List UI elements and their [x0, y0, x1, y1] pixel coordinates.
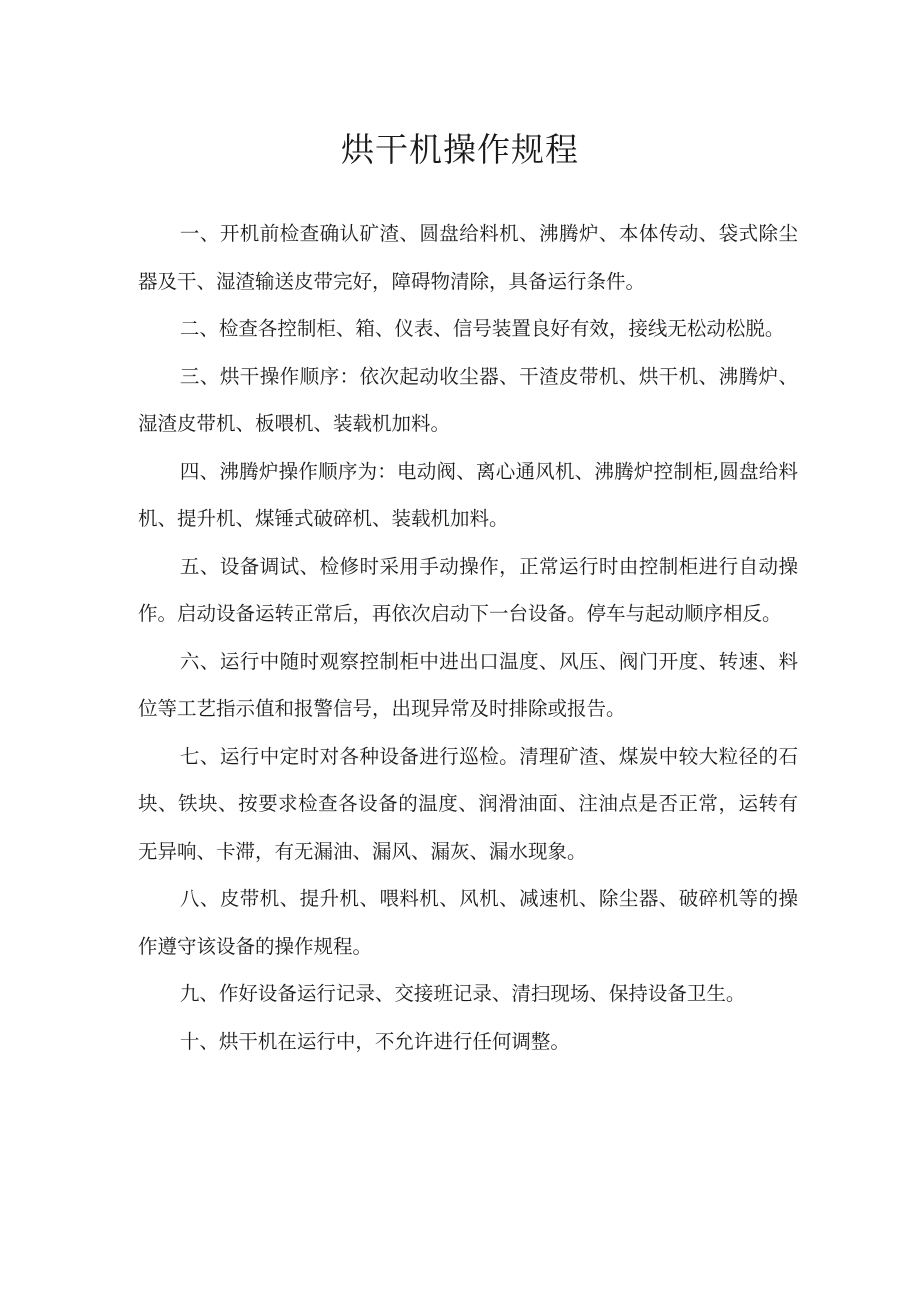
paragraph-9: 九、作好设备运行记录、交接班记录、清扫现场、保持设备卫生。: [179, 982, 746, 1005]
page-title: 烘干机操作规程: [341, 130, 579, 169]
paragraph-3: 三、烘干操作顺序：依次起动收尘器、干渣皮带机、烘干机、沸腾炉、湿渣皮带机、板喂机、装载机加料。: [138, 364, 798, 435]
paragraph-8: 八、皮带机、提升机、喂料机、风机、减速机、除尘器、破碎机等的操作遵守该设备的操作规程。: [138, 887, 798, 958]
paragraph-5: 五、设备调试、检修时采用手动操作，正常运行时由控制柜进行自动操作。启动设备运转正常后，再依次启动下一台设备。停车与起动顺序相反。: [138, 554, 798, 625]
paragraph-2: 二、检查各控制柜、箱、仪表、信号装置良好有效，接线无松动松脱。: [179, 317, 785, 340]
paragraph-7: 七、运行中定时对各种设备进行巡检。清理矿渣、煤炭中较大粒径的石块、铁块、按要求检查各设备的温度、润滑油面、注油点是否正常，运转有无异响、卡滞，有无漏油、漏风、漏灰、漏水现象。: [138, 744, 798, 863]
paragraph-6: 六、运行中随时观察控制柜中进出口温度、风压、阀门开度、转速、料位等工艺指示值和报警信号，出现异常及时排除或报告。: [138, 649, 798, 720]
paragraph-1: 一、开机前检查确认矿渣、圆盘给料机、沸腾炉、本体传动、袋式除尘器及干、湿渣输送皮带完好，障碍物清除，具备运行条件。: [138, 222, 798, 293]
paragraph-4: 四、沸腾炉操作顺序为：电动阀、离心通风机、沸腾炉控制柜,圆盘给料机、提升机、煤锤式破碎机、装载机加料。: [138, 459, 798, 530]
paragraph-10: 十、烘干机在运行中，不允许进行任何调整。: [179, 1029, 570, 1053]
document-body: [138, 210, 798, 1065]
